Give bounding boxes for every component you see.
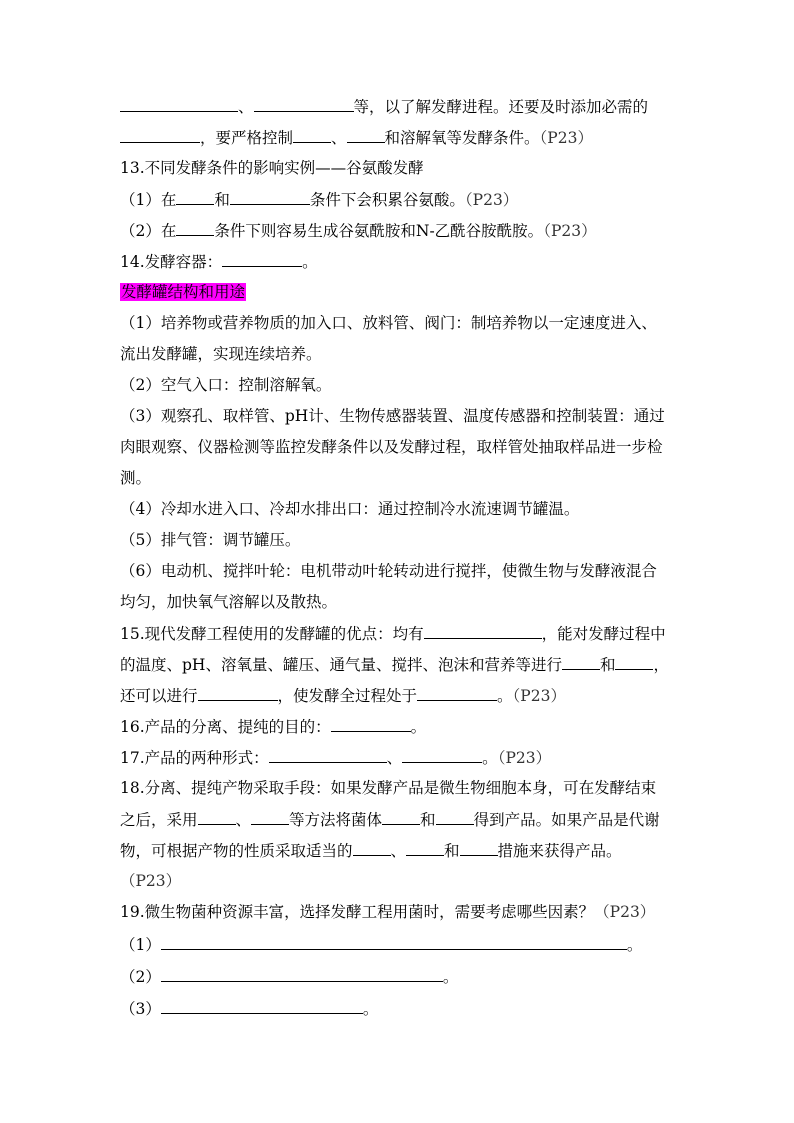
text-line <box>120 530 300 550</box>
text-segment: 。 <box>302 253 318 271</box>
text-segment: 、 <box>390 842 407 860</box>
text-segment: 和溶解氧等发酵条件。 <box>384 129 540 147</box>
page-reference: （P23） <box>120 872 182 890</box>
page-reference: （P23） <box>594 903 656 921</box>
fill-in-blank <box>254 96 354 112</box>
fill-in-blank <box>161 998 363 1014</box>
text-segment: 15.现代发酵工程使用的发酵罐的优点：均有 <box>120 625 424 643</box>
text-segment: 和 <box>420 811 436 829</box>
text-line <box>120 437 663 457</box>
fill-in-blank <box>120 127 200 143</box>
text-line <box>120 158 424 178</box>
text-segment: ，使发酵全过程处于 <box>277 687 418 705</box>
text-line <box>120 344 322 364</box>
text-segment: （3） <box>120 1000 161 1018</box>
fill-in-blank <box>347 127 385 143</box>
text-segment: 。 <box>482 749 498 767</box>
text-line <box>120 998 378 1019</box>
fill-in-blank <box>402 747 482 763</box>
fill-in-blank <box>161 934 627 950</box>
page-reference: （P23） <box>464 191 519 209</box>
text-segment: 16.产品的分离、提纯的目的： <box>120 718 331 736</box>
text-segment: 17.产品的两种形式： <box>120 749 269 767</box>
text-segment: 、 <box>331 129 347 147</box>
text-segment: 19.微生物菌种资源丰富，选择发酵工程用菌时，需要考虑哪些因素？ <box>120 903 595 921</box>
text-segment: 流出发酵罐，实现连续培养。 <box>120 345 322 363</box>
text-segment: 。 <box>362 1000 379 1018</box>
text-segment: 。 <box>497 687 513 705</box>
fill-in-blank <box>251 809 289 825</box>
text-line <box>120 189 518 210</box>
text-segment: 。 <box>442 968 459 986</box>
fill-in-blank <box>198 809 236 825</box>
text-line <box>120 499 579 519</box>
text-segment: （3）观察孔、取样管、pH计、生物传感器装置、温度传感器和控制装置：通过 <box>120 407 665 425</box>
text-segment: 、 <box>386 749 403 767</box>
text-segment: （5）排气管：调节罐压。 <box>120 531 301 549</box>
text-segment: 。 <box>410 718 427 736</box>
text-line <box>120 716 426 737</box>
text-segment: 条件下会积累谷氨酸。 <box>309 191 465 209</box>
text-segment: （6）电动机、搅拌叶轮：电机带动叶轮转动进行搅拌，使微生物与发酵液混合 <box>120 562 657 580</box>
text-segment: 、 <box>238 98 254 116</box>
text-segment: （2）在 <box>120 222 177 240</box>
highlighted-heading: 发酵罐结构和用途 <box>121 283 246 301</box>
text-line <box>120 685 566 706</box>
fill-in-blank <box>615 654 653 670</box>
fill-in-blank <box>417 685 497 701</box>
text-line <box>120 561 657 581</box>
page-reference: （P23） <box>497 749 552 767</box>
text-segment: 、 <box>235 811 252 829</box>
text-segment: 等方法将菌体 <box>289 811 383 829</box>
fill-in-blank <box>406 840 444 856</box>
fill-in-blank <box>120 96 238 112</box>
text-line <box>120 654 669 675</box>
fill-in-blank <box>161 966 443 982</box>
text-segment: 。 <box>626 936 643 954</box>
text-segment: 条件下则容易生成谷氨酰胺和N-乙酰谷胺酰胺。 <box>214 222 544 240</box>
page-reference: （P23） <box>539 129 593 147</box>
text-segment: （1） <box>120 936 161 954</box>
text-segment: 物，可根据产物的性质采取适当的 <box>120 842 353 860</box>
text-line <box>120 902 655 922</box>
fill-in-blank <box>460 840 498 856</box>
text-line <box>120 809 660 830</box>
fill-in-blank <box>222 251 302 267</box>
text-line <box>120 840 622 861</box>
text-line <box>120 966 458 987</box>
text-line <box>120 96 648 117</box>
fill-in-blank <box>198 685 278 701</box>
text-segment: 和 <box>214 191 230 209</box>
page-reference: （P23） <box>543 222 597 240</box>
text-segment: ，能对发酵过程中 <box>541 625 666 643</box>
fill-in-blank <box>436 809 474 825</box>
text-segment: 14.发酵容器： <box>120 253 223 271</box>
fill-in-blank <box>562 654 600 670</box>
fill-in-blank <box>293 127 331 143</box>
text-segment: 措施来获得产品。 <box>497 842 622 860</box>
text-segment: 和 <box>444 842 460 860</box>
text-segment: 肉眼观察、仪器检测等监控发酵条件以及发酵过程，取样管处抽取样品进一步检 <box>120 438 663 456</box>
text-segment: ，要严格控制 <box>200 129 294 147</box>
fill-in-blank <box>176 220 214 236</box>
text-segment: 等，以了解发酵进程。还要及时添加必需的 <box>353 98 649 116</box>
text-segment: 测。 <box>120 469 152 487</box>
text-segment: 得到产品。如果产品是代谢 <box>473 811 660 829</box>
text-line <box>120 251 318 272</box>
text-segment: 均匀，加快氧气溶解以及散热。 <box>120 593 338 611</box>
page-reference: （P23） <box>512 687 566 705</box>
text-line <box>120 127 593 148</box>
text-segment: 和 <box>599 656 616 674</box>
fill-in-blank <box>424 623 542 639</box>
text-line <box>120 375 331 395</box>
text-segment: （2）空气入口：控制溶解氧。 <box>120 376 332 394</box>
text-line <box>120 220 597 241</box>
text-segment: 还可以进行 <box>120 687 198 705</box>
text-line <box>120 871 181 891</box>
text-segment: （1）培养物或营养物质的加入口、放料管、阀门：制培养物以一定速度进入、 <box>120 314 657 332</box>
text-line <box>120 747 551 768</box>
text-segment: （2） <box>120 968 161 986</box>
fill-in-blank <box>269 747 387 763</box>
text-segment: 的温度、pH、溶氧量、罐压、通气量、搅拌、泡沫和营养等进行 <box>120 656 562 674</box>
text-line <box>120 778 656 798</box>
text-segment: （4）冷却水进入口、冷却水排出口：通过控制冷水流速调节罐温。 <box>120 500 580 518</box>
text-line <box>120 282 246 302</box>
fill-in-blank <box>382 809 420 825</box>
text-segment: 之后，采用 <box>120 811 198 829</box>
fill-in-blank <box>230 189 310 205</box>
text-segment: （1）在 <box>120 191 177 209</box>
text-line <box>120 934 642 955</box>
text-line <box>120 313 657 333</box>
text-line <box>120 406 665 426</box>
fill-in-blank <box>176 189 214 205</box>
text-segment: 18.分离、提纯产物采取手段：如果发酵产品是微生物细胞本身，可在发酵结束 <box>120 779 657 797</box>
text-line <box>120 592 337 612</box>
text-segment: ， <box>653 656 669 674</box>
text-line <box>120 623 666 644</box>
text-line <box>120 468 151 488</box>
fill-in-blank <box>353 840 391 856</box>
fill-in-blank <box>331 716 411 732</box>
text-segment: 13.不同发酵条件的影响实例——谷氨酸发酵 <box>120 159 424 177</box>
